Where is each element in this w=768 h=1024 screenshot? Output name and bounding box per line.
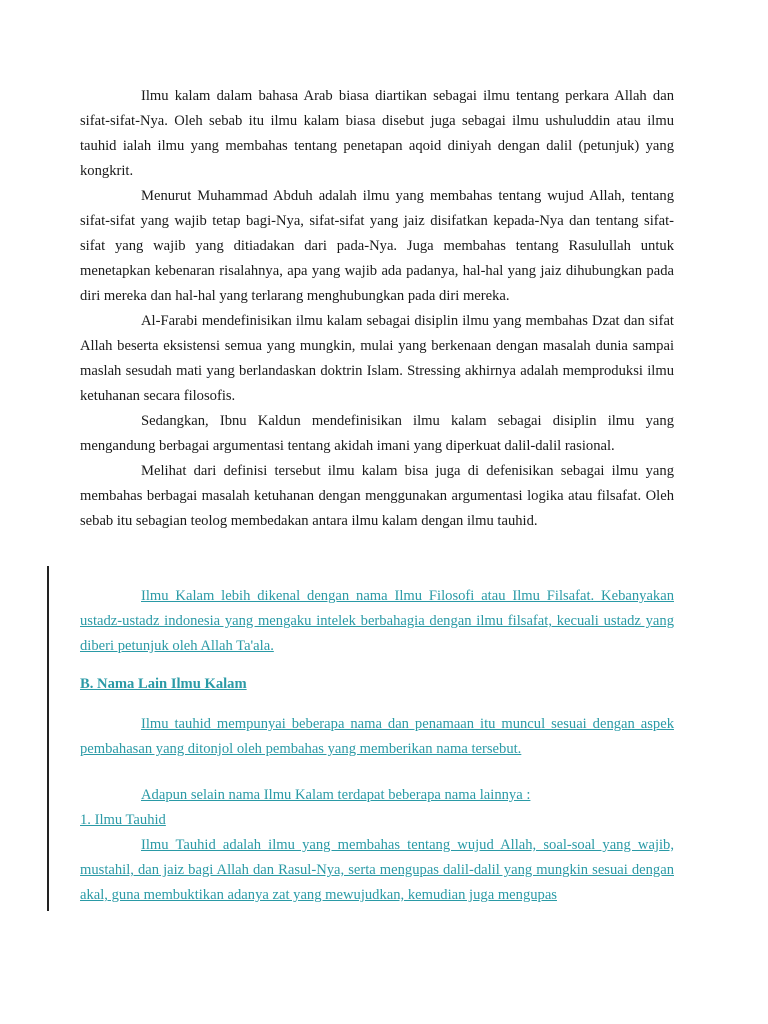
- revision-note-text: Ilmu Kalam lebih dikenal dengan nama Ilmu Filosofi atau Ilmu Filsafat. Kebanyakan ustadz-ustadz indonesia yang mengaku intelek berbahagia dengan ilmu filsafat, kecuali ustadz yang diberi petunjuk oleh Allah Ta'ala.: [80, 588, 674, 654]
- body-text: [80, 84, 674, 534]
- paragraph-definition: Ilmu kalam dalam bahasa Arab biasa diartikan sebagai ilmu tentang perkara Allah dan sifat-sifat-Nya. Oleh sebab itu ilmu kalam biasa disebut juga sebagai ilmu ushuluddin atau ilmu tauhid ialah ilmu yang membahas tentang penetapan aqoid diniyah dengan dalil (petunjuk) yang kongkrit.: [80, 88, 674, 179]
- section-intro: Ilmu tauhid mempunyai beberapa nama dan penamaan itu muncul sesuai dengan aspek pembahasan yang ditonjol oleh pembahas yang memberikan nama tersebut.: [80, 716, 674, 757]
- paragraph-al-farabi: Al-Farabi mendefinisikan ilmu kalam sebagai disiplin ilmu yang membahas Dzat dan sifat Allah beserta eksistensi semua yang mungkin, mulai yang berkenaan dengan masalah dunia sampai maslah sesudah mati yang berlandaskan doktrin Islam. Stressing akhirnya adalah memproduksi ilmu ketuhanan secara filosofis.: [80, 313, 674, 404]
- paragraph-ibnu-kaldun: Sedangkan, Ibnu Kaldun mendefinisikan ilmu kalam sebagai disiplin ilmu yang mengandung berbagai argumentasi tentang akidah imani yang diperkuat dalil-dalil rasional.: [80, 413, 674, 454]
- names-list: [80, 783, 674, 908]
- section-heading-block: [80, 672, 674, 697]
- list-item-text: Ilmu Tauhid adalah ilmu yang membahas tentang wujud Allah, soal-soal yang wajib, mustahil, dan jaiz bagi Allah dan Rasul-Nya, serta mengupas dalil-dalil yang mungkin sesuai dengan akal, guna membuktikan adanya zat yang mewujudkan, kemudian juga mengupas: [80, 837, 674, 903]
- revision-note: [80, 584, 674, 659]
- section-heading: B. Nama Lain Ilmu Kalam: [80, 676, 247, 692]
- list-item-title: 1. Ilmu Tauhid: [80, 812, 166, 828]
- paragraph-muhammad-abduh: Menurut Muhammad Abduh adalah ilmu yang membahas tentang wujud Allah, tentang sifat-sifat yang wajib tetap bagi-Nya, sifat-sifat yang jaiz disifatkan kepada-Nya dan tentang sifat-sifat yang wajib yang ditiadakan dari pada-Nya. Juga membahas tentang Rasulullah untuk menetapkan kebenaran risalahnya, apa yang wajib ada padanya, hal-hal yang jaiz dihubungkan pada diri mereka dan hal-hal yang terlarang menghubungkan pada diri mereka.: [80, 188, 674, 304]
- list-intro: Adapun selain nama Ilmu Kalam terdapat beberapa nama lainnya :: [141, 787, 531, 803]
- section-intro-block: [80, 712, 674, 762]
- revision-change-bar: [47, 566, 49, 911]
- paragraph-conclusion: Melihat dari definisi tersebut ilmu kalam bisa juga di defenisikan sebagai ilmu yang membahas berbagai masalah ketuhanan dengan menggunakan argumentasi logika atau filsafat. Oleh sebab itu sebagian teolog membedakan antara ilmu kalam dengan ilmu tauhid.: [80, 463, 674, 529]
